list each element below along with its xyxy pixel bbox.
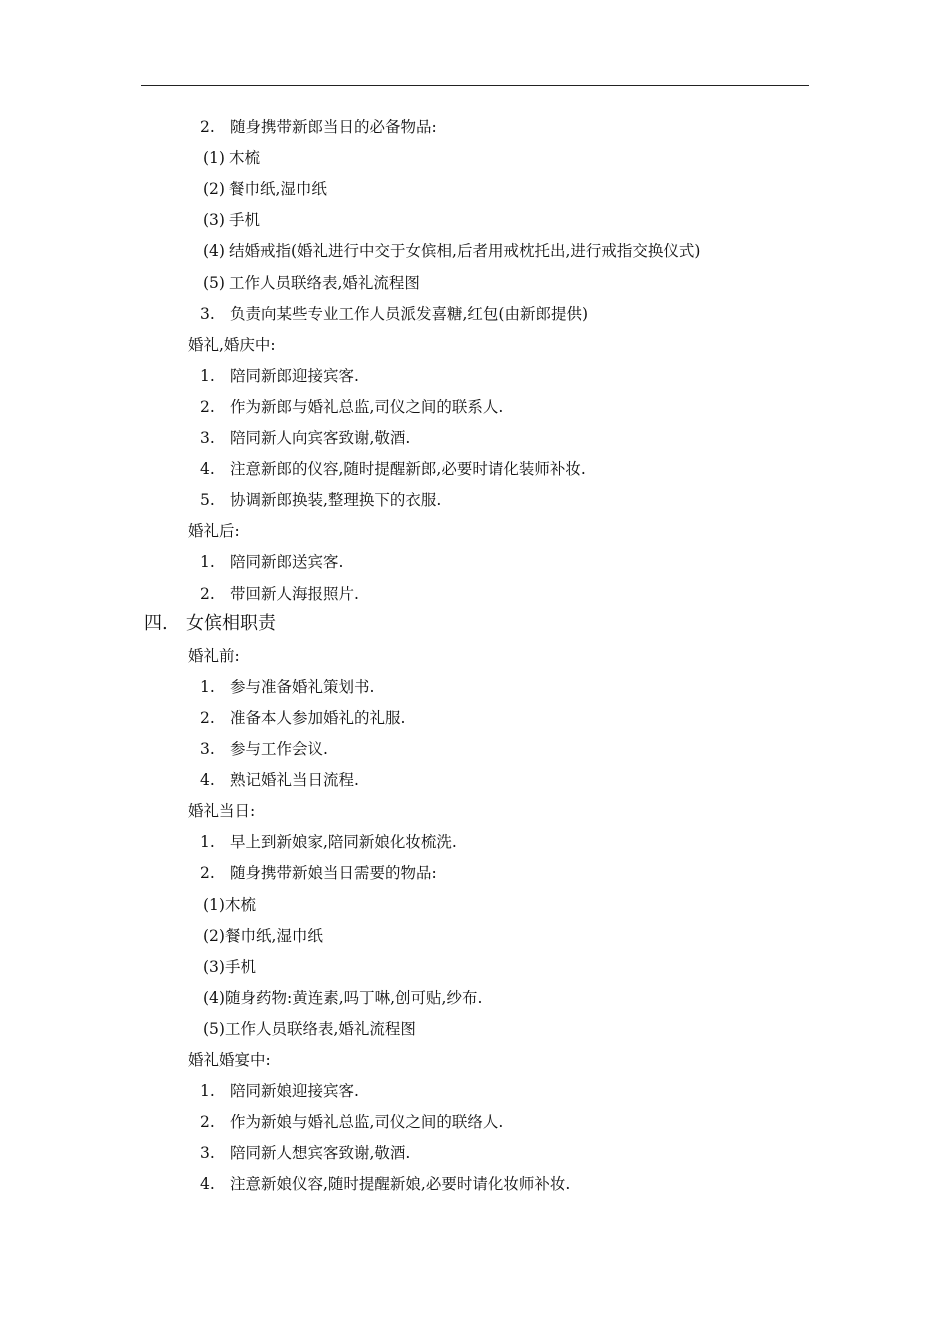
item-text: 陪同新人向宾客致谢,敬酒. [230, 429, 411, 447]
list-item [200, 1174, 570, 1194]
item-text: 早上到新娘家,陪同新娘化妆梳洗. [230, 833, 457, 851]
item-number: (2) [203, 180, 225, 198]
section-label [188, 521, 240, 541]
item-text: 木梳 [229, 149, 261, 167]
list-item [200, 584, 359, 604]
item-text: 工作人员联络表,婚礼流程图 [229, 274, 420, 292]
sub-list-item [203, 210, 260, 230]
item-number: (4) [203, 989, 225, 1007]
item-number: 1. [200, 833, 215, 851]
item-number: 2. [200, 118, 215, 136]
item-number: 2. [200, 398, 215, 416]
sub-list-item [203, 957, 256, 977]
list-item [200, 677, 374, 697]
item-text: 作为新郎与婚礼总监,司仪之间的联系人. [230, 398, 504, 416]
item-text: 结婚戒指(婚礼进行中交于女傧相,后者用戒枕托出,进行戒指交换仪式) [229, 242, 701, 260]
item-text: 熟记婚礼当日流程. [230, 771, 359, 789]
list-item [200, 397, 503, 417]
section-label [188, 1050, 271, 1070]
item-number: (1) [203, 896, 225, 914]
item-number: 3. [200, 429, 215, 447]
item-number: 3. [200, 740, 215, 758]
item-number: 5. [200, 491, 215, 509]
item-number: (2) [203, 927, 225, 945]
item-text: 婚礼后: [188, 522, 240, 540]
item-number: 1. [200, 1082, 215, 1100]
item-text: 注意新郎的仪容,随时提醒新郎,必要时请化装师补妆. [230, 460, 586, 478]
item-text: 负责向某些专业工作人员派发喜糖,红包(由新郎提供) [230, 305, 589, 323]
item-number: (4) [203, 242, 225, 260]
item-text: 参与工作会议. [230, 740, 328, 758]
sub-list-item [203, 1019, 416, 1039]
sub-list-item [203, 926, 323, 946]
section-heading [144, 613, 276, 635]
item-text: 工作人员联络表,婚礼流程图 [224, 1020, 416, 1038]
list-item [200, 428, 410, 448]
item-number: 3. [200, 305, 215, 323]
item-number: (3) [203, 958, 225, 976]
item-text: 餐巾纸,湿巾纸 [224, 927, 323, 945]
list-item [200, 1081, 359, 1101]
item-number: 4. [200, 1175, 215, 1193]
list-item [200, 459, 586, 479]
item-text: 婚礼前: [188, 647, 240, 665]
sub-list-item [203, 241, 700, 261]
item-number: (3) [203, 211, 225, 229]
item-text: 婚礼婚宴中: [188, 1051, 271, 1069]
sub-list-item [203, 148, 260, 168]
list-item [200, 490, 441, 510]
list-item [200, 739, 328, 759]
section-label [188, 335, 276, 355]
item-number: (5) [203, 1020, 225, 1038]
item-text: 婚礼当日: [188, 802, 256, 820]
item-text: 随身携带新郎当日的必备物品: [230, 118, 437, 136]
item-text: 准备本人参加婚礼的礼服. [230, 709, 406, 727]
item-text: 带回新人海报照片. [230, 585, 359, 603]
item-text: 随身携带新娘当日需要的物品: [230, 864, 437, 882]
item-number: 1. [200, 553, 215, 571]
list-item [200, 863, 437, 883]
item-text: 手机 [224, 958, 256, 976]
item-number: 四. [144, 613, 168, 634]
item-number: 2. [200, 864, 215, 882]
sub-list-item [203, 179, 327, 199]
list-item [200, 832, 457, 852]
item-number: (1) [203, 149, 225, 167]
header-rule [141, 85, 809, 86]
item-text: 手机 [229, 211, 261, 229]
item-number: 4. [200, 771, 215, 789]
list-item [200, 1143, 410, 1163]
item-number: 1. [200, 678, 215, 696]
item-text: 协调新郎换装,整理换下的衣服. [230, 491, 442, 509]
item-number: 2. [200, 1113, 215, 1131]
item-number: 1. [200, 367, 215, 385]
list-item [200, 552, 343, 572]
item-text: 随身药物:黄连素,吗丁啉,创可贴,纱布. [224, 989, 483, 1007]
sub-list-item [203, 895, 256, 915]
section-label [188, 801, 255, 821]
item-text: 餐巾纸,湿巾纸 [229, 180, 327, 198]
item-number: 2. [200, 709, 215, 727]
list-item [200, 1112, 503, 1132]
item-number: 2. [200, 585, 215, 603]
list-item [200, 366, 359, 386]
item-text: 木梳 [224, 896, 256, 914]
section-label [188, 646, 240, 666]
sub-list-item [203, 273, 420, 293]
sub-list-item [203, 988, 482, 1008]
list-item [200, 770, 359, 790]
item-text: 女傧相职责 [186, 613, 276, 634]
item-text: 作为新娘与婚礼总监,司仪之间的联络人. [230, 1113, 504, 1131]
item-number: (5) [203, 274, 225, 292]
list-item [200, 117, 437, 137]
list-item [200, 304, 588, 324]
item-text: 陪同新郎迎接宾客. [230, 367, 359, 385]
item-number: 4. [200, 460, 215, 478]
item-text: 陪同新娘迎接宾客. [230, 1082, 359, 1100]
item-text: 婚礼,婚庆中: [188, 336, 276, 354]
item-number: 3. [200, 1144, 215, 1162]
item-text: 注意新娘仪容,随时提醒新娘,必要时请化妆师补妆. [230, 1175, 571, 1193]
item-text: 陪同新人想宾客致谢,敬酒. [230, 1144, 411, 1162]
list-item [200, 708, 405, 728]
item-text: 陪同新郎送宾客. [230, 553, 344, 571]
item-text: 参与准备婚礼策划书. [230, 678, 375, 696]
